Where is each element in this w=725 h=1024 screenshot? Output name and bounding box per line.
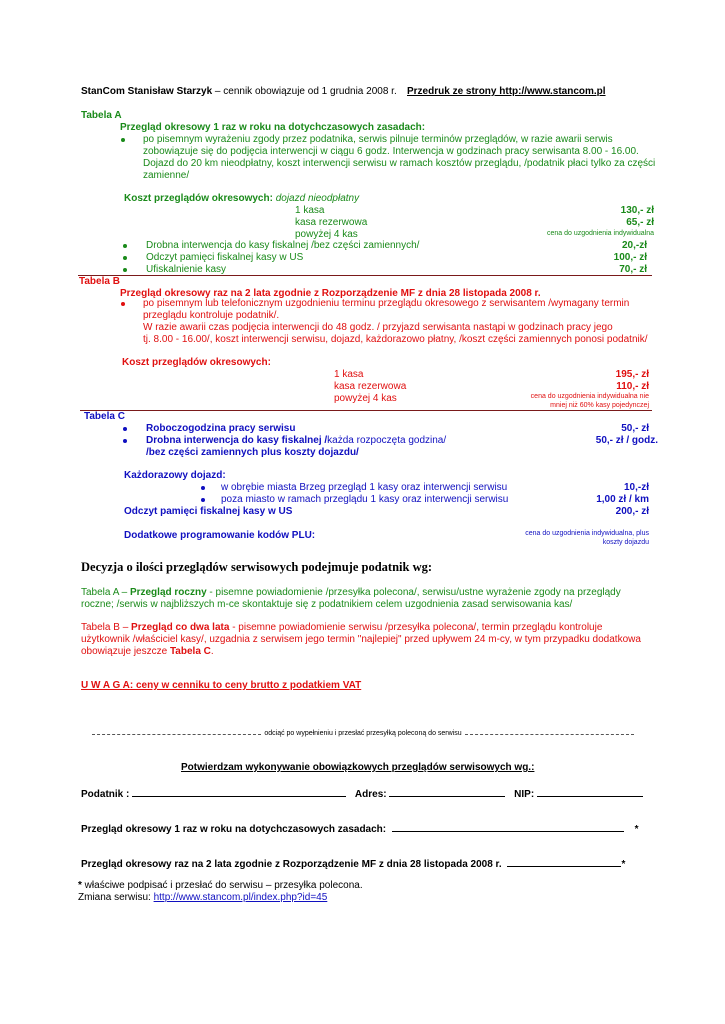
decision-a-prefix: Tabela A – — [81, 587, 130, 598]
tabela-b-desc-3: W razie awarii czas podjęcia interwencji do 48 godz. / przyjazd serwisanta nastąpi w godzinach pracy jego — [143, 322, 613, 333]
tabela-a-bullet-price-3: 70,- zł — [619, 264, 647, 275]
company-name: StanCom Stanisław Starzyk — [81, 86, 213, 97]
bullet-icon — [123, 244, 127, 248]
tabela-b-desc-1: po pisemnym lub telefonicznym uzgodnieniu terminu przeglądu okresowego z serwisantem /wymagany termin — [143, 298, 630, 309]
tabela-c-item-price-2: 50,- zł / godz. — [595, 435, 658, 446]
bullet-icon — [123, 439, 127, 443]
footer-star: * — [78, 880, 82, 891]
form-row-1-star: * — [634, 824, 639, 835]
bullet-icon — [201, 498, 205, 502]
form-row-2-label: Przegląd okresowy raz na 2 lata zgodnie z Rozporządzenie MF z dnia 28 listopada 2008 r. — [81, 859, 502, 870]
bullet-icon — [123, 268, 127, 272]
tabela-b-label: Tabela B — [79, 276, 120, 287]
cut-dash-right — [465, 734, 634, 735]
divider — [80, 410, 652, 411]
tabela-a-bullet-price-1: 20,-zł — [621, 240, 647, 251]
tabela-a-bullet-1: Drobna interwencja do kasy fiskalnej /bez części zamiennych/ — [146, 240, 420, 251]
decision-b-line3-prefix: obowiązuje jeszcze — [81, 646, 170, 657]
form-row-2 — [81, 856, 625, 871]
tabela-c-travel-price-1: 10,-zł — [623, 482, 649, 493]
decision-a-line-2: roczne; /serwis w najbliższych m-ce skontaktuje się z podatnikiem celem uzgodnienia zasad serwisowania kas/ — [81, 599, 573, 610]
tabela-a-price-1: 130,- zł — [620, 205, 654, 216]
podatnik-field[interactable] — [132, 786, 346, 797]
tabela-a-price-label-1: 1 kasa — [295, 205, 325, 216]
form-podatnik-row — [81, 786, 643, 801]
tabela-b-cost-label: Koszt przeglądów okresowych: — [122, 357, 271, 368]
decision-a-bold: Przegląd roczny — [129, 587, 207, 598]
tabela-b-price-3a: cena do uzgodnienia indywidualna nie — [530, 393, 649, 400]
tabela-c-item-2-cont: /bez części zamiennych plus koszty dojazdu/ — [146, 447, 359, 458]
divider — [78, 275, 652, 276]
form-row-2-star: * — [621, 859, 626, 870]
tabela-a-cost-heading — [124, 193, 359, 205]
tabela-c-travel-price-2: 1,00 zł / km — [596, 494, 649, 505]
tabela-b-desc-4: tj. 8.00 - 16.00/, koszt interwencji serwisu, dojazd, każdorazowo płatny, /koszt części zamiennych ponosi podatnik/ — [143, 334, 648, 345]
tabela-b-price-3b: mniej niż 60% kasy pojedynczej — [550, 402, 649, 409]
decision-a-line-1 — [81, 587, 621, 599]
tabela-b-price-label-1: 1 kasa — [334, 369, 364, 380]
tabela-a-cost-note: dojazd nieodpłatny — [275, 193, 360, 204]
cut-line-text: odciąć po wypełnieniu i przesłać przesyłką poleconą do serwisu — [264, 730, 462, 737]
document-header — [81, 86, 397, 98]
tabela-a-heading: Przegląd okresowy 1 raz w roku na dotychczasowych zasadach: — [120, 122, 426, 133]
bullet-icon — [121, 302, 125, 306]
footer-note-text: właściwe podpisać i przesłać do serwisu – przesyłka polecona. — [81, 880, 363, 891]
header-subtitle: – cennik obowiązuje od 1 grudnia 2008 r. — [212, 86, 397, 97]
decision-b-line3-end: . — [210, 646, 214, 657]
tabela-c-plu-price-1: cena do uzgodnienia indywidualna, plus — [525, 530, 649, 537]
form-row-1 — [81, 821, 639, 836]
tabela-a-label: Tabela A — [81, 110, 122, 121]
tabela-c-label: Tabela C — [84, 411, 125, 422]
tabela-c-travel-2: poza miasto w ramach przeglądu 1 kasy oraz interwencji serwisu — [221, 494, 509, 505]
tabela-c-plu: Dodatkowe programowanie kodów PLU: — [124, 530, 316, 541]
reprint-link[interactable]: Przedruk ze strony http://www.stancom.pl — [407, 86, 606, 97]
tabela-c-travel-label: Każdorazowy dojazd: — [124, 470, 226, 481]
tabela-b-price-label-2: kasa rezerwowa — [334, 381, 407, 392]
form-title: Potwierdzam wykonywanie obowiązkowych przeglądów serwisowych wg.: — [181, 762, 535, 773]
adres-field[interactable] — [389, 786, 505, 797]
tabela-a-cost-label: Koszt przeglądów okresowych: — [124, 193, 273, 204]
tabela-a-price-label-2: kasa rezerwowa — [295, 217, 368, 228]
footer-change — [78, 892, 327, 904]
tabela-c-plu-price-2: koszty dojazdu — [602, 539, 649, 546]
cut-dash-left — [92, 734, 261, 735]
decision-a-text: - pisemne powiadomienie /przesyłka polecona/, serwisu/ustne wyrażenie zgody na przeglądy — [206, 587, 621, 598]
bullet-icon — [123, 256, 127, 260]
tabela-a-desc-3: Dojazd do 20 km nieodpłatny, koszt interwencji serwisu w ramach kosztów przeglądu, /podatnik płaci tylko za części — [143, 158, 656, 169]
tabela-a-bullet-3: Ufiskalnienie kasy — [146, 264, 227, 275]
decision-b-line3-bold: Tabela C — [169, 646, 211, 657]
tabela-a-price-2: 65,- zł — [626, 217, 654, 228]
tabela-a-bullet-price-2: 100,- zł — [613, 252, 647, 263]
decision-b-line-3 — [81, 646, 214, 658]
decision-b-bold: Przegląd co dwa lata — [131, 622, 230, 633]
footer-change-label: Zmiana serwisu: — [78, 892, 154, 903]
tabela-a-desc-4: zamienne/ — [143, 170, 190, 181]
tabela-b-desc-2: przeglądu kontroluje podatnik/. — [143, 310, 280, 321]
bullet-icon — [201, 486, 205, 490]
tabela-c-item-2-label: Drobna interwencja do kasy fiskalnej / — [146, 435, 328, 446]
nip-field[interactable] — [537, 786, 643, 797]
nip-label: NIP: — [514, 789, 535, 800]
tabela-b-price-2: 110,- zł — [616, 381, 649, 392]
tabela-c-odczyt-price: 200,- zł — [615, 506, 649, 517]
form-row-1-field[interactable] — [392, 821, 624, 832]
form-row-1-label: Przegląd okresowy 1 raz w roku na dotychczasowych zasadach: — [81, 824, 387, 835]
podatnik-label: Podatnik : — [81, 789, 130, 800]
tabela-c-item-price-1: 50,- zł — [621, 423, 649, 434]
tabela-b-price-1: 195,- zł — [615, 369, 649, 380]
footer-note — [78, 880, 363, 892]
bullet-icon — [121, 138, 125, 142]
decision-b-text: - pisemne powiadomienie serwisu /przesyłka polecona/, termin przeglądu kontroluje — [229, 622, 603, 633]
decision-title: Decyzja o ilości przeglądów serwisowych podejmuje podatnik wg: — [81, 560, 433, 574]
tabela-a-desc-1: po pisemnym wyrażeniu zgody przez podatnika, serwis pilnuje terminów przeglądów, w razie awarii serwis — [143, 134, 613, 145]
tabela-c-item-2 — [146, 435, 446, 447]
tabela-b-price-label-3: powyżej 4 kas — [334, 393, 397, 404]
adres-label: Adres: — [354, 789, 387, 800]
tabela-c-item-2-note: każda rozpoczęta godzina/ — [327, 435, 447, 446]
tabela-b-heading: Przegląd okresowy raz na 2 lata zgodnie z Rozporządzenie MF z dnia 28 listopada 2008 r. — [120, 288, 541, 299]
footer-change-link[interactable]: http://www.stancom.pl/index.php?id=45 — [153, 892, 328, 903]
tabela-a-price-label-3: powyżej 4 kas — [295, 229, 358, 240]
vat-warning: U W A G A: ceny w cenniku to ceny brutto z podatkiem VAT — [81, 680, 362, 691]
tabela-c-odczyt: Odczyt pamięci fiskalnej kasy w US — [124, 506, 293, 517]
tabela-a-bullet-2: Odczyt pamięci fiskalnej kasy w US — [146, 252, 304, 263]
form-row-2-field[interactable] — [507, 856, 621, 867]
bullet-icon — [123, 427, 127, 431]
decision-b-line-2: użytkownik /właściciel kasy/, uzgadnia z serwisem jego termin "najlepiej" przed upływem 24 m-cy, w tym przypadku dodatkowa — [81, 634, 641, 645]
decision-b-prefix: Tabela B – — [81, 622, 132, 633]
tabela-c-item-1: Roboczogodzina pracy serwisu — [146, 423, 296, 434]
tabela-c-travel-1: w obrębie miasta Brzeg przegląd 1 kasy oraz interwencji serwisu — [221, 482, 508, 493]
tabela-a-price-3: cena do uzgodnienia indywidualna — [546, 230, 654, 237]
cut-line — [92, 729, 634, 739]
decision-b-line-1 — [81, 622, 602, 634]
tabela-a-desc-2: zobowiązuje się do podjęcia interwencji w ciągu 6 godz. Interwencja w godzinach pracy serwisanta 8.00 - 16.00. — [143, 146, 639, 157]
